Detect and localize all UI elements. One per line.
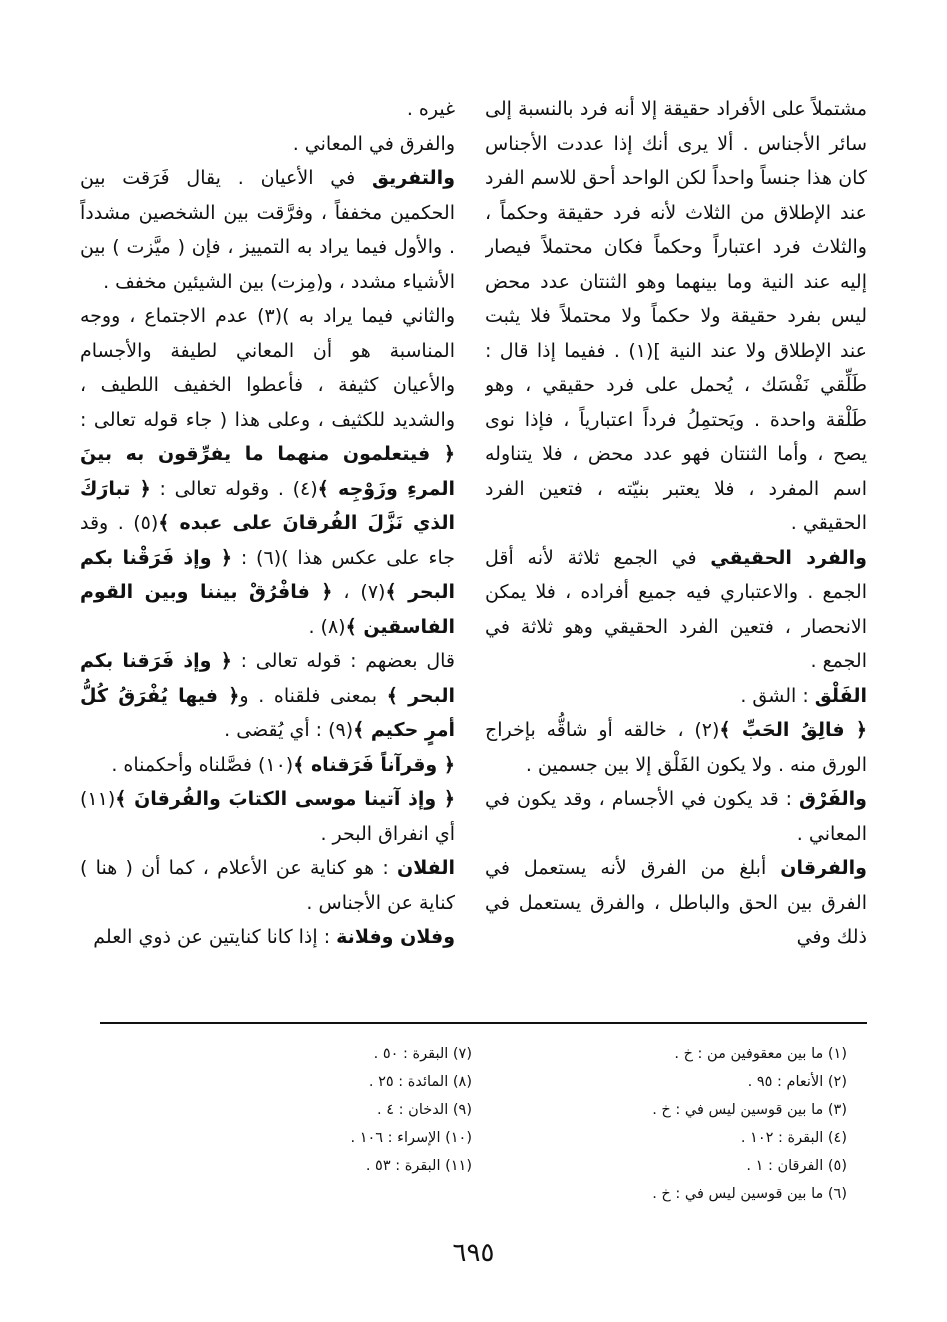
footnote: (٨) المائدة : ٢٥ . — [368, 1074, 472, 1090]
footnote: (٥) الفرقان : ١ . — [746, 1158, 847, 1174]
quran-quote: ﴿ وقرآناً فَرَقناه ﴾ — [293, 753, 455, 776]
footnote: (٣) ما بين قوسين ليس في : خ . — [652, 1102, 847, 1118]
paragraph-text: والثاني فيما يراد به )(٣) عدم الاجتماع ، ووجه المناسبة هو أن المعاني لطيفة والأجسام والأعيان كثيفة ، فأعطوا الخفيف اللطيف ، والشديد للكثيف ، وعلى هذا ( جاء قوله تعالى : — [80, 305, 455, 431]
paragraph-text: والفرق في المعاني . — [292, 132, 455, 155]
paragraph — [485, 541, 867, 679]
paragraph — [80, 92, 455, 127]
footnote: (١) ما بين معقوفين من : خ . — [674, 1046, 847, 1062]
term-heading: والفَرْق — [799, 788, 867, 810]
paragraph-text: (١١) أي انفراق البحر . — [80, 788, 455, 845]
paragraph — [80, 161, 455, 299]
paragraph — [80, 299, 455, 644]
text-column-left — [80, 92, 455, 992]
paragraph-text: (٩) : أي يُقضى . — [224, 719, 354, 741]
footnotes-left — [172, 1040, 472, 1180]
term-heading: وفلان وفلانة — [336, 926, 455, 948]
paragraph — [80, 644, 455, 748]
footnote: (٧) البقرة : ٥٠ . — [373, 1046, 472, 1062]
paragraph-text: (٧) ، — [332, 581, 386, 603]
paragraph-text: : قد يكون في الأجسام ، وقد يكون في المعاني . — [485, 788, 867, 845]
paragraph — [80, 748, 455, 783]
quran-quote: ﴿ فافْرُقْ بيننا وبين القوم الفاسقين ﴾ — [80, 581, 455, 638]
footnote: (٢) الأنعام : ٩٥ . — [747, 1074, 847, 1090]
paragraph — [485, 851, 867, 955]
paragraph — [485, 782, 867, 851]
term-heading: والفرقان — [780, 857, 867, 879]
paragraph — [485, 92, 867, 541]
footnote-divider — [100, 1022, 867, 1024]
paragraph-text: غيره . — [406, 98, 455, 120]
paragraph-text: : إذا كانا كنايتين عن ذوي العلم — [93, 926, 337, 948]
paragraph-text: أبلغ من الفرق لأنه يستعمل في الفرق بين الحق والباطل ، والفرق يستعمل في ذلك وفي — [485, 857, 867, 948]
term-heading: الفَلْق — [814, 684, 867, 707]
footnote: (١٠) الإسراء : ١٠٦ . — [350, 1130, 472, 1146]
paragraph-text: في الأعيان . يقال فَرَقت بين الحكمين مخففاً ، وفرَّقت بين الشخصين مشدداً . والأول فيما يراد به التمييز ، فإن ( ميَّزت ) بين الأشياء مشدد ، و(مِزت) بين الشيئين مخفف . — [80, 167, 455, 293]
footnote: (٦) ما بين قوسين ليس في : خ . — [652, 1186, 847, 1202]
quran-quote: ﴿ وإذ فَرَقْنا بكم البحر ﴾ — [80, 546, 455, 603]
paragraph — [485, 679, 867, 714]
footnote: (٤) البقرة : ١٠٢ . — [740, 1130, 847, 1146]
paragraph-text: في الجمع ثلاثة لأنه أقل الجمع . والاعتباري فيه جميع أفراده ، فلا يمكن الانحصار ، فتعين الفرد الحقيقي وهو ثلاثة في الجمع . — [485, 546, 867, 672]
paragraph-text: (٥) . وقد جاء على عكس هذا )(٦) : — [80, 512, 455, 569]
quran-quote: ﴿ وإذ فَرَقنا بكم البحر ﴾ — [80, 650, 455, 707]
paragraph-text: (١٠) فصَّلناه وأحكمناه . — [111, 753, 294, 776]
paragraph-text: : هو كناية عن الأعلام ، كما أن ( هنا ) كناية عن الأجناس . — [80, 857, 455, 914]
text-column-right — [485, 92, 867, 992]
paragraph — [80, 920, 455, 955]
quran-quote: ﴿ فيتعلمون منهما ما يفرِّقون به بينَ المرءِ وزَوْجِه ﴾ — [80, 443, 455, 500]
quran-quote: ﴿ وإذ آتينا موسى الكتابَ والفُرقانَ ﴾ — [115, 788, 455, 810]
paragraph — [80, 851, 455, 920]
paragraph-text: (٨) . — [308, 615, 346, 638]
quran-quote: ﴿ فيها يُفْرَقُ كُلُّ أمرٍ حكيم ﴾ — [80, 684, 455, 741]
quran-quote: ﴿ تبارَكَ الذي نَزَّلَ الفُرقانَ على عبده ﴾ — [80, 477, 455, 534]
paragraph-text: (٢) ، خالقه أو شاقُّه بإخراج الورق منه . ولا يكون الفَلْق إلا بين جسمين . — [485, 719, 867, 776]
paragraph-text: مشتملاً على الأفراد حقيقة إلا أنه فرد بالنسبة إلى سائر الأجناس . ألا يرى أنك إذا عددت الأجناس كان هذا جنساً واحداً لكن الواحد أحق للاسم الفرد عند الإطلاق من الثلاث لأنه فرد حقيقة وحكماً ، والثلاث فرد اعتباراً وحكماً فكان محتملاً فيصار إليه عند النية وما بينهما وهو الثنتان عدد محض ليس بفرد حقيقة ولا حكماً ولا محتملاً فلا يثبت عند الإطلاق ولا عند النية ](١) . ففيما إذا قال : طَلِّقي نَفْسَك ، يُحمل على فرد حقيقي ، وهو طَلْقة واحدة . ويَحتمِلُ فرداً اعتبارياً ، فإذا نوى يصح ، وأما الثنتان فهو عدد محض ، فلا يتناوله اسم المفرد ، فلا يعتبر بنيّته ، فتعين الفرد الحقيقي . — [485, 98, 867, 534]
paragraph — [485, 713, 867, 782]
term-heading: والتفريق — [372, 167, 455, 189]
paragraph-text: بمعنى فلقناه . و — [239, 684, 387, 707]
footnotes-right — [507, 1040, 847, 1208]
paragraph — [80, 127, 455, 162]
paragraph — [80, 782, 455, 851]
footnote: (٩) الدخان : ٤ . — [377, 1102, 472, 1118]
page-number: ٦٩٥ — [452, 1238, 495, 1268]
term-heading: والفرد الحقيقي — [710, 546, 867, 569]
paragraph-text: : الشق . — [740, 684, 815, 707]
footnote: (١١) البقرة : ٥٣ . — [365, 1158, 472, 1174]
paragraph-text: قال بعضهم : قوله تعالى : — [231, 650, 455, 672]
paragraph-text: (٤) . وقوله تعالى : — [150, 477, 318, 500]
quran-quote: ﴿ فالِقُ الحَبِّ ﴾ — [719, 719, 867, 741]
term-heading: الفلان — [397, 857, 455, 879]
